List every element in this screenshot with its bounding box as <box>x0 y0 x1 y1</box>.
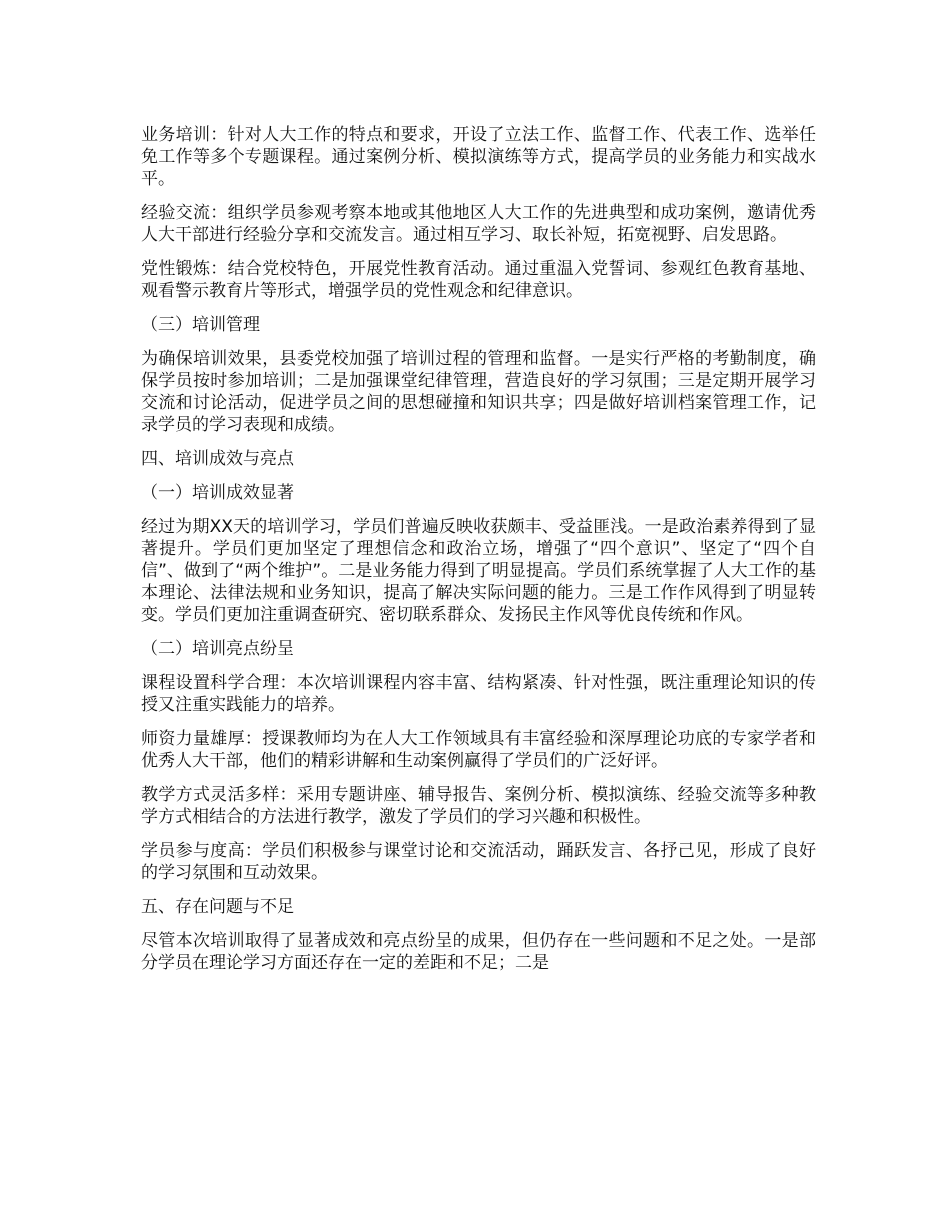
paragraph-teaching-methods: 教学方式灵活多样：采用专题讲座、辅导报告、案例分析、模拟演练、经验交流等多种教学方式相结合的方法进行教学，激发了学员们的学习兴趣和积极性。 <box>141 785 816 827</box>
paragraph-faculty: 师资力量雄厚：授课教师均为在人大工作领域具有丰富经验和深厚理论功底的专家学者和优秀人大干部，他们的精彩讲解和生动案例赢得了学员们的广泛好评。 <box>141 729 816 771</box>
paragraph-curriculum: 课程设置科学合理：本次培训课程内容丰富、结构紧凑、针对性强，既注重理论知识的传授又注重实践能力的培养。 <box>141 673 816 715</box>
heading-section-four: 四、培训成效与亮点 <box>141 449 294 469</box>
paragraph-participation: 学员参与度高：学员们积极参与课堂讨论和交流活动，踊跃发言、各抒己见，形成了良好的学习氛围和互动效果。 <box>141 841 816 883</box>
paragraph-business-training: 业务培训：针对人大工作的特点和要求，开设了立法工作、监督工作、代表工作、选举任免工作等多个专题课程。通过案例分析、模拟演练等方式，提高学员的业务能力和实战水平。 <box>141 125 816 189</box>
heading-training-highlights: （二）培训亮点纷呈 <box>141 639 294 659</box>
document-body <box>141 124 816 986</box>
heading-training-management: （三）培训管理 <box>141 315 260 335</box>
heading-training-results: （一）培训成效显著 <box>141 483 294 503</box>
heading-section-five: 五、存在问题与不足 <box>141 897 294 917</box>
paragraph-training-results: 经过为期XX天的培训学习，学员们普遍反映收获颇丰、受益匪浅。一是政治素养得到了显著提升。学员们更加坚定了理想信念和政治立场，增强了“四个意识”、坚定了“四个自信”、做到了“两个维护”。二是业务能力得到了明显提高。学员们系统掌握了人大工作的基本理论、法律法规和业务知识，提高了解决实际问题的能力。三是工作作风得到了明显转变。学员们更加注重调查研究、密切联系群众、发扬民主作风等优良传统和作风。 <box>141 517 816 625</box>
paragraph-training-management: 为确保培训效果，县委党校加强了培训过程的管理和监督。一是实行严格的考勤制度，确保学员按时参加培训；二是加强课堂纪律管理，营造良好的学习氛围；三是定期开展学习交流和讨论活动，促进学员之间的思想碰撞和知识共享；四是做好培训档案管理工作，记录学员的学习表现和成绩。 <box>141 349 816 435</box>
paragraph-experience-exchange: 经验交流：组织学员参观考察本地或其他地区人大工作的先进典型和成功案例，邀请优秀人大干部进行经验分享和交流发言。通过相互学习、取长补短，拓宽视野、启发思路。 <box>141 203 816 245</box>
paragraph-party-spirit: 党性锻炼：结合党校特色，开展党性教育活动。通过重温入党誓词、参观红色教育基地、观看警示教育片等形式，增强学员的党性观念和纪律意识。 <box>141 259 816 301</box>
paragraph-problems: 尽管本次培训取得了显著成效和亮点纷呈的成果，但仍存在一些问题和不足之处。一是部分学员在理论学习方面还存在一定的差距和不足；二是 <box>141 931 816 973</box>
